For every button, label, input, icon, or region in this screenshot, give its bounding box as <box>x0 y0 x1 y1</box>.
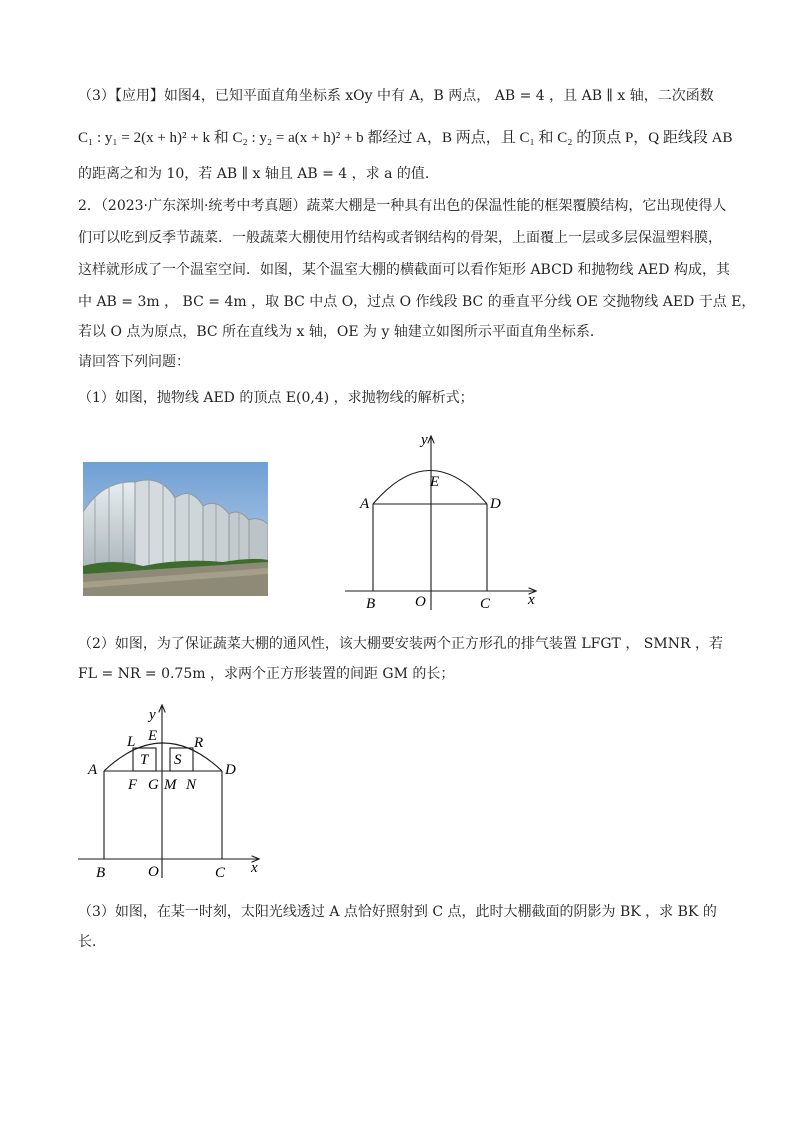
greenhouse-photo <box>83 462 268 596</box>
label-t: T <box>140 752 149 768</box>
p1-q3-line3: 的距离之和为 10，若 AB ∥ x 轴且 AB = 4 ，求 a 的值. <box>78 166 430 182</box>
p2-intro-line4: 中 AB = 3m ， BC = 4m ，取 BC 中点 O，过点 O 作线段 BC 的垂直平分线 OE 交抛物线 AED 于点 E， <box>78 294 756 310</box>
label-f: F <box>128 777 138 793</box>
label-d: D <box>225 762 236 778</box>
label-m: M <box>164 777 177 793</box>
label-y: y <box>421 432 428 448</box>
parabola-aed <box>104 743 222 771</box>
p2-q1: （1）如图，抛物线 AED 的顶点 E(0,4) ，求抛物线的解析式； <box>78 390 474 406</box>
label-c: C <box>215 865 226 881</box>
label-g: G <box>148 777 159 793</box>
label-c: C <box>480 596 491 612</box>
label-e: E <box>148 728 158 744</box>
p2-q3-line1: （3）如图，在某一时刻，太阳光线透过 A 点恰好照射到 C 点，此时大棚截面的阴影为 BK ，求 BK 的 <box>78 904 717 920</box>
label-n: N <box>186 777 197 793</box>
label-b: B <box>366 596 376 612</box>
label-a: A <box>88 762 98 778</box>
label-x: x <box>528 592 535 608</box>
label-a: A <box>360 496 370 512</box>
p2-prompt: 请回答下列问题： <box>78 354 190 370</box>
label-d: D <box>490 496 501 512</box>
p2-q3-line2: 长． <box>78 934 106 950</box>
label-o: O <box>148 864 159 880</box>
label-l: L <box>127 734 136 750</box>
label-o: O <box>415 594 426 610</box>
figure-2 <box>78 700 268 885</box>
label-x: x <box>251 860 258 876</box>
label-r: R <box>194 735 204 751</box>
p2-intro-line2: 们可以吃到反季节蔬菜．一般蔬菜大棚使用竹结构或者钢结构的骨架，上面覆上一层或多层保温塑料膜， <box>78 230 722 246</box>
label-e: E <box>430 474 440 490</box>
label-s: S <box>174 752 182 768</box>
label-y: y <box>149 707 156 723</box>
p2-intro-line1: 2．（2023·广东深圳·统考中考真题）蔬菜大棚是一种具有出色的保温性能的框架覆膜结构，它出现使得人 <box>78 198 727 214</box>
p1-q3-line1: （3）【应用】如图4，已知平面直角坐标系 xOy 中有 A，B 两点， AB = 4 ，且 AB ∥ x 轴，二次函数 <box>78 88 714 104</box>
p2-q2-line2: FL = NR = 0.75m ，求两个正方形装置的间距 GM 的长； <box>78 666 455 682</box>
p1-q3-line2: C₁ : y₁ = 2(x + h)² + k 和 C₂ : y₂ = a(x + h)² + b 都经过 A，B 两点，且 C₁ 和 C₂ 的顶点 P，Q 距线段 AB <box>78 130 733 146</box>
figure-1 <box>340 432 550 617</box>
label-b: B <box>96 865 106 881</box>
p2-q2-line1: （2）如图，为了保证蔬菜大棚的通风性，该大棚要安装两个正方形孔的排气装置 LFGT ， SMNR ，若 <box>78 636 723 652</box>
p2-intro-line5: 若以 O 点为原点，BC 所在直线为 x 轴，OE 为 y 轴建立如图所示平面直角坐标系． <box>78 324 604 340</box>
p2-intro-line3: 这样就形成了一个温室空间．如图，某个温室大棚的横截面可以看作矩形 ABCD 和抛物线 AED 构成，其 <box>78 262 730 278</box>
